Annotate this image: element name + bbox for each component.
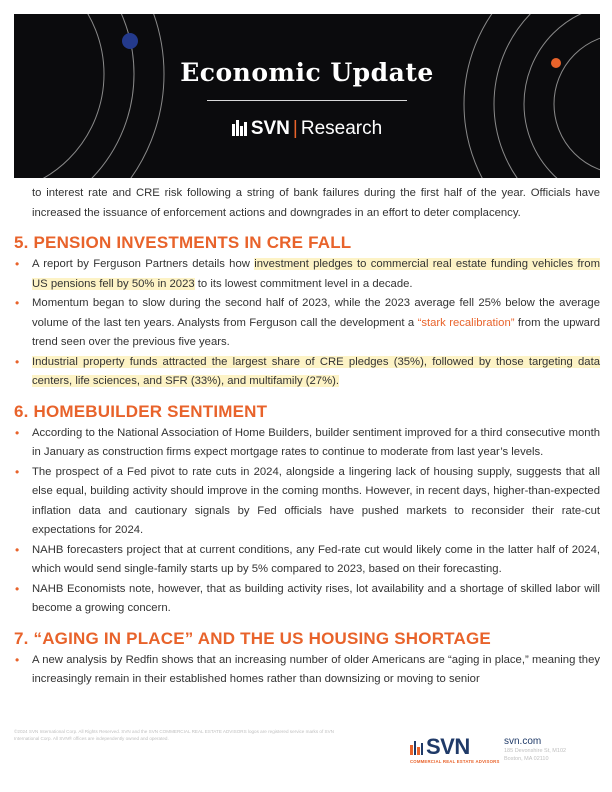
header-banner bbox=[14, 14, 600, 178]
bullet-list bbox=[14, 255, 600, 392]
svn-footer-logo bbox=[410, 734, 502, 764]
bullet-text: from the upward trend seen over the previous five years. bbox=[32, 316, 601, 348]
bullet-text: A new analysis by Redfin shows that an increasing number of older Americans are “aging in place,” meaning they increasingly remain in their established homes rather than downsizing or moving to senior bbox=[32, 653, 600, 685]
bullet-text: NAHB Economists note, however, that as building activity rises, lot availability and a shortage of skilled labor will become a growing concern. bbox=[32, 582, 600, 614]
address-line: 185 Devonshire St, M102 bbox=[504, 748, 567, 754]
footer-contact bbox=[504, 736, 566, 763]
bullet-list bbox=[14, 651, 600, 690]
bullet-text: A report by Ferguson Partners details how bbox=[32, 258, 255, 270]
list-item bbox=[14, 424, 600, 463]
bullet-icon: • bbox=[15, 425, 20, 440]
list-item bbox=[14, 541, 600, 580]
bullet-icon: • bbox=[15, 296, 20, 310]
list-item bbox=[14, 463, 600, 541]
bullet-icon: • bbox=[15, 257, 20, 271]
bullet-text: NAHB forecasters project that at current conditions, any Fed-rate cut would likely come in the latter half of 2024, which would send single-family starts up by 5% compared to 2023, based on their forecasting. bbox=[32, 543, 600, 575]
logo-suffix: Research bbox=[300, 118, 383, 139]
section-heading: 5. PENSION INVESTMENTS IN CRE FALL bbox=[14, 233, 352, 252]
bullet-text: According to the National Association of Home Builders, builder sentiment improved for a third consecutive month in January as construction firms expect mortgage rates to continue to moderate from last year’s levels. bbox=[32, 426, 600, 458]
svn-bars-icon bbox=[232, 120, 248, 142]
bullet-icon: • bbox=[15, 652, 20, 667]
list-item bbox=[14, 580, 600, 619]
bullet-icon: • bbox=[15, 542, 20, 557]
highlighted-text: Industrial property funds attracted the largest share of CRE pledges (35%), followed by those targeting data centers, life sciences, and SFR (33%), and multifamily (27%). bbox=[32, 355, 600, 387]
section-heading: 6. HOMEBUILDER SENTIMENT bbox=[14, 401, 268, 421]
svn-bars-icon bbox=[410, 735, 424, 761]
page-footer bbox=[14, 728, 600, 778]
orbit-decoration bbox=[14, 14, 600, 178]
bullet-icon: • bbox=[15, 581, 20, 596]
quoted-text: “stark recalibration” bbox=[417, 316, 515, 329]
footer-tagline: COMMERCIAL REAL ESTATE ADVISORS bbox=[410, 759, 500, 764]
intro-continuation: to interest rate and CRE risk following a string of bank failures during the first half of the year. Officials have increased the issuance of enforcement actions and downgrades in an effort to deter complacency. bbox=[32, 187, 600, 219]
logo-separator: | bbox=[292, 118, 298, 139]
article-body bbox=[14, 178, 600, 690]
footer-brand: SVN bbox=[426, 734, 470, 759]
bullet-icon: • bbox=[15, 354, 20, 369]
page-title: Economic Update bbox=[180, 58, 434, 87]
address-line: Boston, MA 02110 bbox=[504, 756, 549, 762]
list-item bbox=[14, 353, 600, 392]
bullet-text: The prospect of a Fed pivot to rate cuts in 2024, alongside a lingering lack of housing supply, suggests that all else equal, building activity should improve in the coming months. However, in recent days, higher-than-expected inflation data and cautionary signals by Fed officials have pushed markets to reconsider their rate-cut expectations for 2024. bbox=[32, 465, 600, 536]
blue-planet-icon bbox=[122, 33, 138, 49]
svn-research-logo bbox=[14, 118, 600, 142]
bullet-list bbox=[14, 424, 600, 619]
bullet-text: to its lowest commitment level in a decade. bbox=[194, 277, 413, 290]
logo-brand: SVN bbox=[250, 118, 290, 139]
bullet-text: Momentum began to slow during the second half of 2023, while the 2023 average fell 25% below the average volume of the last ten years. Analysts from Ferguson call the development a bbox=[32, 297, 600, 329]
highlighted-text: investment pledges to commercial real estate funding vehicles from US pensions fell by 50% in 2023 bbox=[32, 258, 600, 290]
website-link[interactable]: svn.com bbox=[504, 736, 542, 747]
list-item bbox=[14, 255, 600, 294]
section-heading: 7. “AGING IN PLACE” AND THE US HOUSING SHORTAGE bbox=[14, 628, 491, 648]
title-divider bbox=[207, 100, 407, 101]
bullet-icon: • bbox=[15, 464, 20, 479]
list-item bbox=[14, 651, 600, 690]
list-item bbox=[14, 294, 600, 353]
legal-notice: ©2024 SVN International Corp. All Rights Reserved. SVN and the SVN COMMERCIAL REAL ESTATE ADVISORS logos are registered service marks of SVN International Corp. All SVN® offices are independently owned and operated. bbox=[14, 729, 334, 741]
